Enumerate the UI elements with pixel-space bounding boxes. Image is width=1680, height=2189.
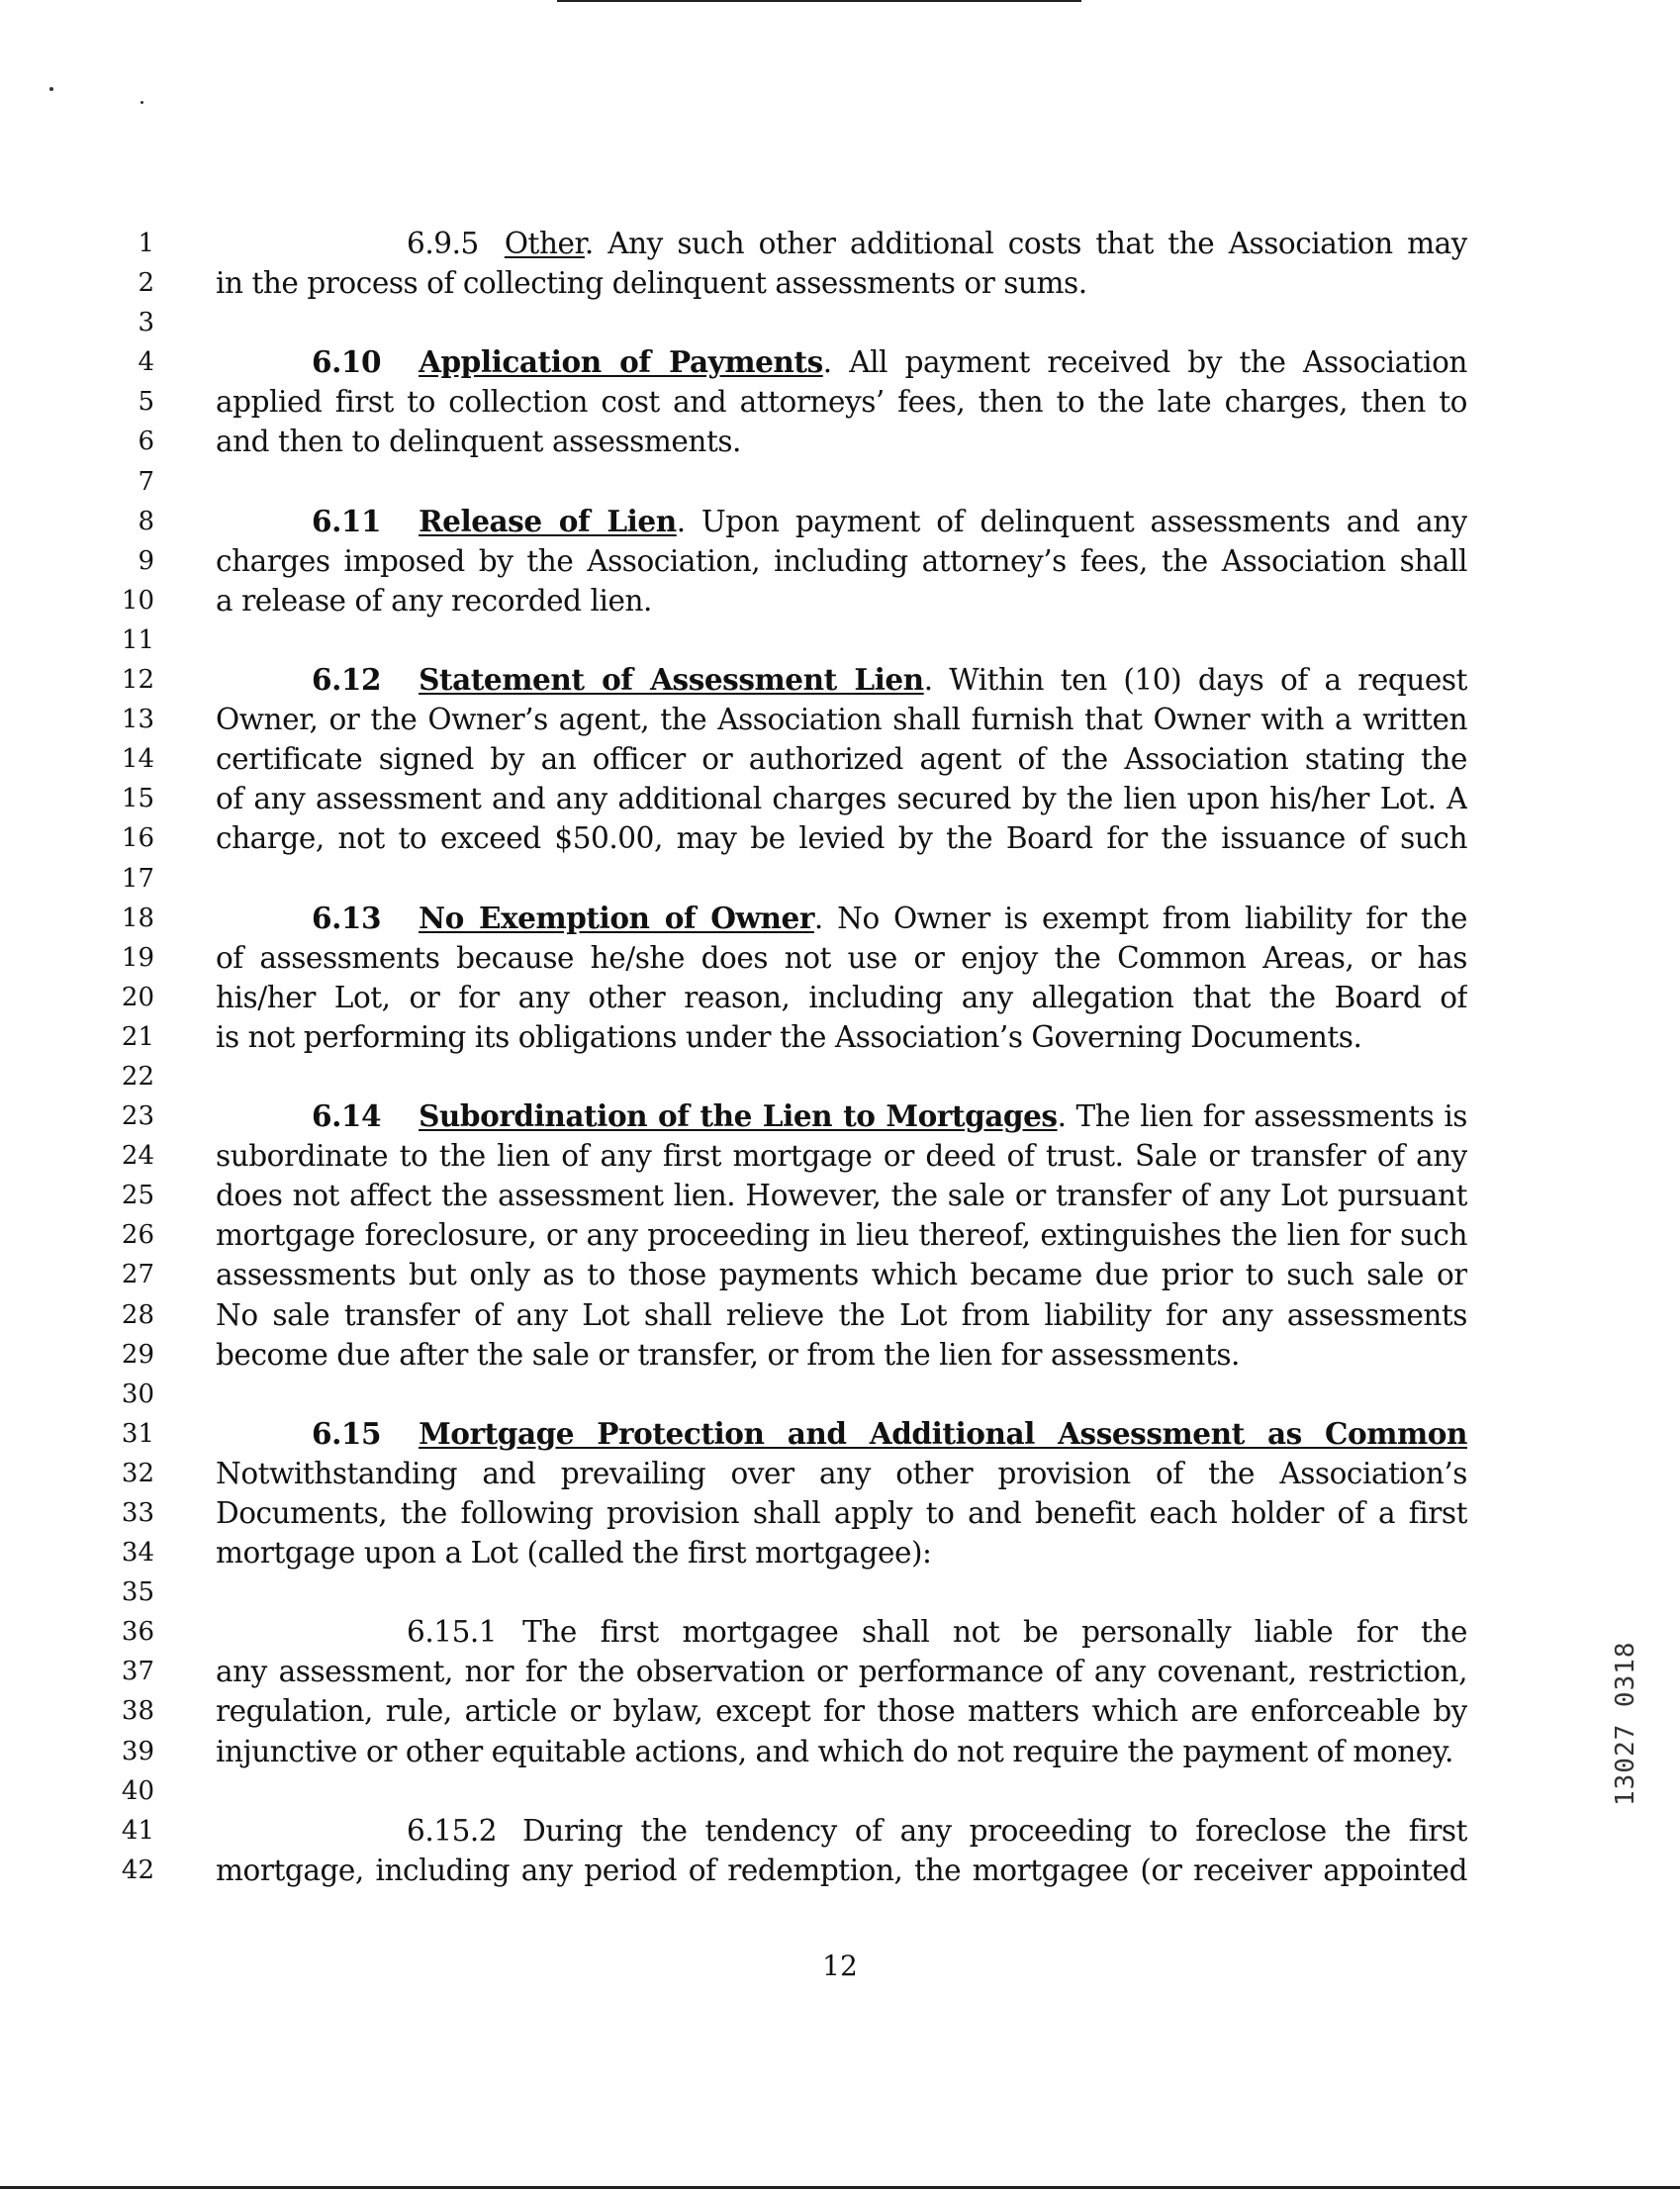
section-6-14-line: mortgage foreclosure, or any proceeding in lieu thereof, extinguishes the lien for such [216, 1218, 1467, 1253]
section-6-14-line: 6.14 Subordination of the Lien to Mortgages. The lien for assessments is [312, 1098, 1467, 1134]
top-edge-rule [557, 0, 1081, 2]
section-6-13-line: his/her Lot, or for any other reason, including any allegation that the Board of [216, 980, 1467, 1014]
line-number: 13 [121, 705, 154, 735]
line-number: 33 [121, 1498, 154, 1528]
blank-line [216, 1771, 1467, 1811]
line-number: 7 [138, 466, 154, 497]
line-number: 5 [138, 387, 154, 418]
line-number: 41 [121, 1815, 154, 1846]
line-number: 1 [138, 229, 154, 258]
line-number: 27 [121, 1260, 154, 1290]
section-6-13-line: 6.13 No Exemption of Owner. No Owner is exempt from liability for the [312, 900, 1467, 935]
section-6-13-line: is not performing its obligations under the Association’s Governing Documents. [216, 1019, 1362, 1054]
section-6-9-5-line: in the process of collecting delinquent assessments or sums. [216, 266, 1087, 301]
line-number: 26 [121, 1220, 154, 1251]
section-6-11-line: 6.11 Release of Lien. Upon payment of delinquent assessments and any [312, 503, 1467, 538]
section-6-14-line: become due after the sale or transfer, or from the lien for assessments. [216, 1337, 1240, 1372]
section-6-15-1-line: regulation, rule, article or bylaw, except for those matters which are enforceable by [216, 1694, 1467, 1729]
section-6-12-line: charge, not to exceed $50.00, may be levied by the Board for the issuance of such [216, 821, 1467, 856]
section-6-15-1-line: injunctive or other equitable actions, and which do not require the payment of money. [216, 1734, 1453, 1768]
line-number: 4 [138, 347, 154, 378]
section-6-13-line: of assessments because he/she does not use or enjoy the Common Areas, or has [216, 940, 1467, 975]
section-6-15-line: Notwithstanding and prevailing over any other provision of the Association’s [216, 1456, 1467, 1490]
line-number: 12 [121, 665, 154, 696]
section-6-12-line: certificate signed by an officer or authorized agent of the Association stating the [216, 742, 1467, 777]
scan-speck [140, 101, 143, 104]
section-number: 6.13 [312, 900, 382, 935]
line-number: 35 [121, 1577, 154, 1608]
scan-speck [49, 87, 53, 91]
line-number: 18 [121, 903, 154, 933]
line-number: 23 [121, 1101, 154, 1132]
line-number: 28 [121, 1299, 154, 1330]
line-number: 31 [121, 1418, 154, 1449]
line-number-column [85, 224, 154, 1890]
section-number: 6.14 [312, 1098, 382, 1134]
blank-line [216, 620, 1467, 660]
section-6-11-line: charges imposed by the Association, including attorney’s fees, the Association shall [216, 543, 1467, 578]
section-number: 6.15 [312, 1415, 382, 1451]
line-number: 9 [138, 545, 154, 576]
line-number: 22 [121, 1061, 154, 1092]
section-title: Subordination of the Lien to Mortgages [419, 1098, 1058, 1134]
line-number: 39 [121, 1736, 154, 1766]
line-number: 38 [121, 1696, 154, 1727]
section-number: 6.10 [312, 344, 382, 380]
section-6-14-line: subordinate to the lien of any first mortgage or deed of trust. Sale or transfer of any [216, 1139, 1467, 1174]
blank-line [216, 1057, 1467, 1096]
line-number: 16 [121, 823, 154, 854]
section-title: Mortgage Protection and Additional Assessment as Common [419, 1415, 1467, 1451]
line-number: 25 [121, 1181, 154, 1211]
document-body [216, 224, 1467, 1890]
section-6-15-1-line: any assessment, nor for the observation or performance of any covenant, restriction, [216, 1655, 1467, 1689]
section-6-15-2-line: mortgage, including any period of redemption, the mortgagee (or receiver appointed [216, 1853, 1467, 1887]
page-number: 12 [822, 1950, 858, 1982]
section-title: Other [504, 227, 585, 260]
line-number: 10 [121, 585, 154, 616]
section-6-15-line [216, 1414, 1467, 1454]
line-number: 40 [121, 1775, 154, 1806]
line-number: 20 [121, 982, 154, 1012]
section-6-12-line: Owner, or the Owner’s agent, the Association shall furnish that Owner with a written [216, 703, 1467, 737]
section-title: Application of Payments [419, 344, 823, 380]
section-6-15-2-line: 6.15.2 During the tendency of any proceeding to foreclose the first [407, 1813, 1467, 1848]
section-number: 6.11 [312, 503, 382, 538]
section-6-14-line: does not affect the assessment lien. However, the sale or transfer of any Lot pursuant [216, 1179, 1467, 1213]
line-number: 24 [121, 1141, 154, 1172]
line-number: 36 [121, 1617, 154, 1648]
section-6-10-line: 6.10 Application of Payments. All payment received by the Association [312, 344, 1467, 380]
recording-stamp: 13027 0318 [1611, 1641, 1640, 1807]
section-6-9-5-line: 6.9.5 Other. Any such other additional costs that the Association may [407, 227, 1467, 260]
section-6-11-line: a release of any recorded lien. [216, 583, 652, 618]
section-6-10-line: and then to delinquent assessments. [216, 425, 741, 459]
line-number: 29 [121, 1339, 154, 1370]
section-6-12-line: 6.12 Statement of Assessment Lien. Within ten (10) days of a request [312, 662, 1467, 698]
section-title: Release of Lien [419, 503, 677, 538]
section-title: Statement of Assessment Lien [419, 662, 924, 698]
line-number: 8 [138, 506, 154, 536]
line-number: 6 [138, 427, 154, 457]
section-6-14-line: No sale transfer of any Lot shall relieve the Lot from liability for any assessments [216, 1297, 1467, 1332]
line-number: 37 [121, 1657, 154, 1687]
line-number: 30 [121, 1379, 154, 1409]
line-number: 2 [138, 268, 154, 299]
line-number: 15 [121, 784, 154, 814]
section-number: 6.15.2 [407, 1813, 498, 1848]
section-title: No Exemption of Owner [419, 900, 814, 935]
line-number: 34 [121, 1538, 154, 1569]
line-number: 17 [121, 863, 154, 894]
section-number: 6.12 [312, 662, 382, 698]
section-6-15-1-line: 6.15.1 The first mortgagee shall not be personally liable for the [407, 1615, 1467, 1650]
line-number: 3 [138, 308, 154, 338]
section-6-14-line: assessments but only as to those payments which became due prior to such sale or [216, 1258, 1467, 1292]
section-6-15-line: mortgage upon a Lot (called the first mortgagee): [216, 1536, 932, 1570]
line-number: 21 [121, 1021, 154, 1052]
blank-line [216, 303, 1467, 342]
line-number: 42 [121, 1855, 154, 1885]
blank-line [216, 462, 1467, 502]
section-6-12-line: of any assessment and any additional charges secured by the lien upon his/her Lot. A [216, 782, 1467, 816]
blank-line [216, 859, 1467, 899]
section-number: 6.9.5 [407, 227, 479, 260]
line-number: 32 [121, 1458, 154, 1488]
line-number: 11 [121, 624, 154, 655]
blank-line [216, 1375, 1467, 1414]
line-number: 14 [121, 744, 154, 775]
section-6-15-line: Documents, the following provision shall apply to and benefit each holder of a first [216, 1496, 1467, 1530]
line-number: 19 [121, 942, 154, 973]
blank-line [216, 1572, 1467, 1612]
section-6-10-line: applied first to collection cost and attorneys’ fees, then to the late charges, then to [216, 385, 1467, 420]
section-number: 6.15.1 [407, 1615, 498, 1650]
